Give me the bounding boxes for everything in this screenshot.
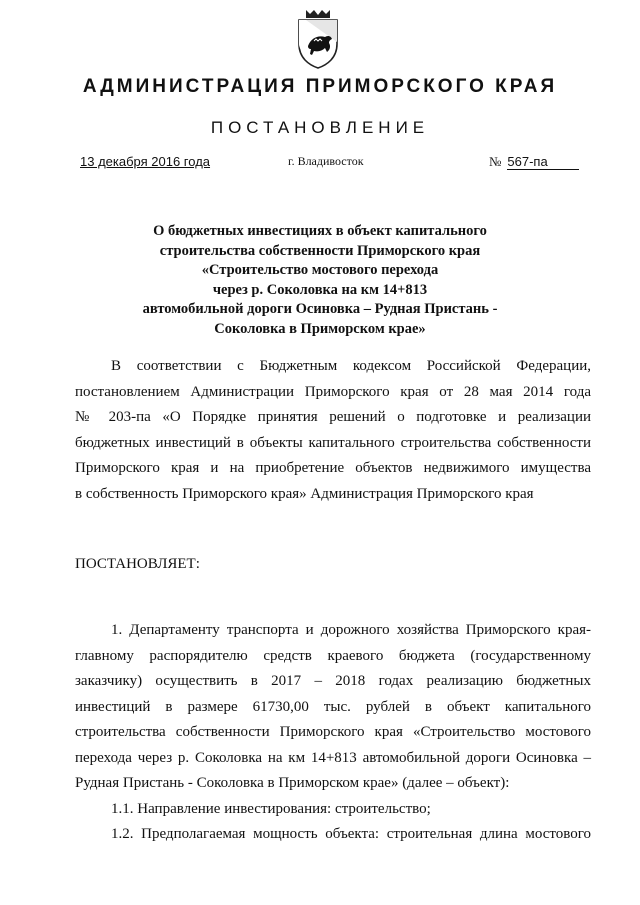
document-title [100,222,540,340]
document-number [489,154,579,170]
preamble-line: в собственность Приморского края» Администрация Приморского края [75,485,534,502]
clause-line: главному распорядителю средств краевого бюджета (государственному [75,647,591,664]
document-city: г. Владивосток [288,154,364,168]
clause-line: строительства собственности Приморского края «Строительство мостового [75,724,591,740]
title-line: Соколовка в Приморском крае» [214,320,426,337]
date-value: 13 декабря 2016 года [80,154,211,169]
number-value: 567-па [507,154,579,170]
clause-line: перехода через р. Соколовка на км 14+813 автомобильной дороги Осиновка – [75,749,591,766]
title-line: О бюджетных инвестициях в объект капитального [153,223,487,239]
clause-line: Рудная Пристань - Соколовка в Приморском крае» (далее – объект): [75,775,510,791]
resolve-heading: ПОСТАНОВЛЯЕТ: [75,556,200,572]
number-label: № [489,154,502,169]
preamble-line: В соответствии с Бюджетным кодексом Российской Федерации, [111,358,591,374]
clause-1-paragraph [75,618,591,848]
preamble-line: постановлением Администрации Приморского края от 28 мая 2014 года [75,383,591,400]
preamble-line: Приморского края и на приобретение объектов недвижимого имущества [75,460,591,476]
title-line: строительства собственности Приморского края [159,242,481,259]
clause-1-2: 1.2. Предполагаемая мощность объекта: строительная длина мостового [111,826,591,842]
organization-name: АДМИНИСТРАЦИЯ ПРИМОРСКОГО КРАЯ [82,76,558,97]
clause-line: инвестиций в размере 61730,00 тыс. рублей в объект капитального [75,698,591,715]
preamble-line: бюджетных инвестиций в объекты капитального строительства собственности [75,434,591,451]
coat-of-arms-icon [294,8,342,70]
title-line: автомобильной дороги Осиновка – Рудная Пристань - [142,301,498,318]
title-line: через р. Соколовка на км 14+813 [212,281,428,298]
clause-line: заказчику) осуществить в 2017 – 2018 годах реализацию бюджетных [75,673,591,689]
preamble-paragraph [75,354,591,507]
document-date [80,154,210,169]
preamble-line: № 203-па «О Порядке принятия решений о подготовке и реализации [75,409,591,425]
document-type: ПОСТАНОВЛЕНИЕ [210,118,430,137]
clause-1-1: 1.1. Направление инвестирования: строительство; [111,800,431,817]
clause-line: 1. Департаменту транспорта и дорожного хозяйства Приморского края- [111,622,591,638]
title-line: «Строительство мостового перехода [201,262,439,279]
